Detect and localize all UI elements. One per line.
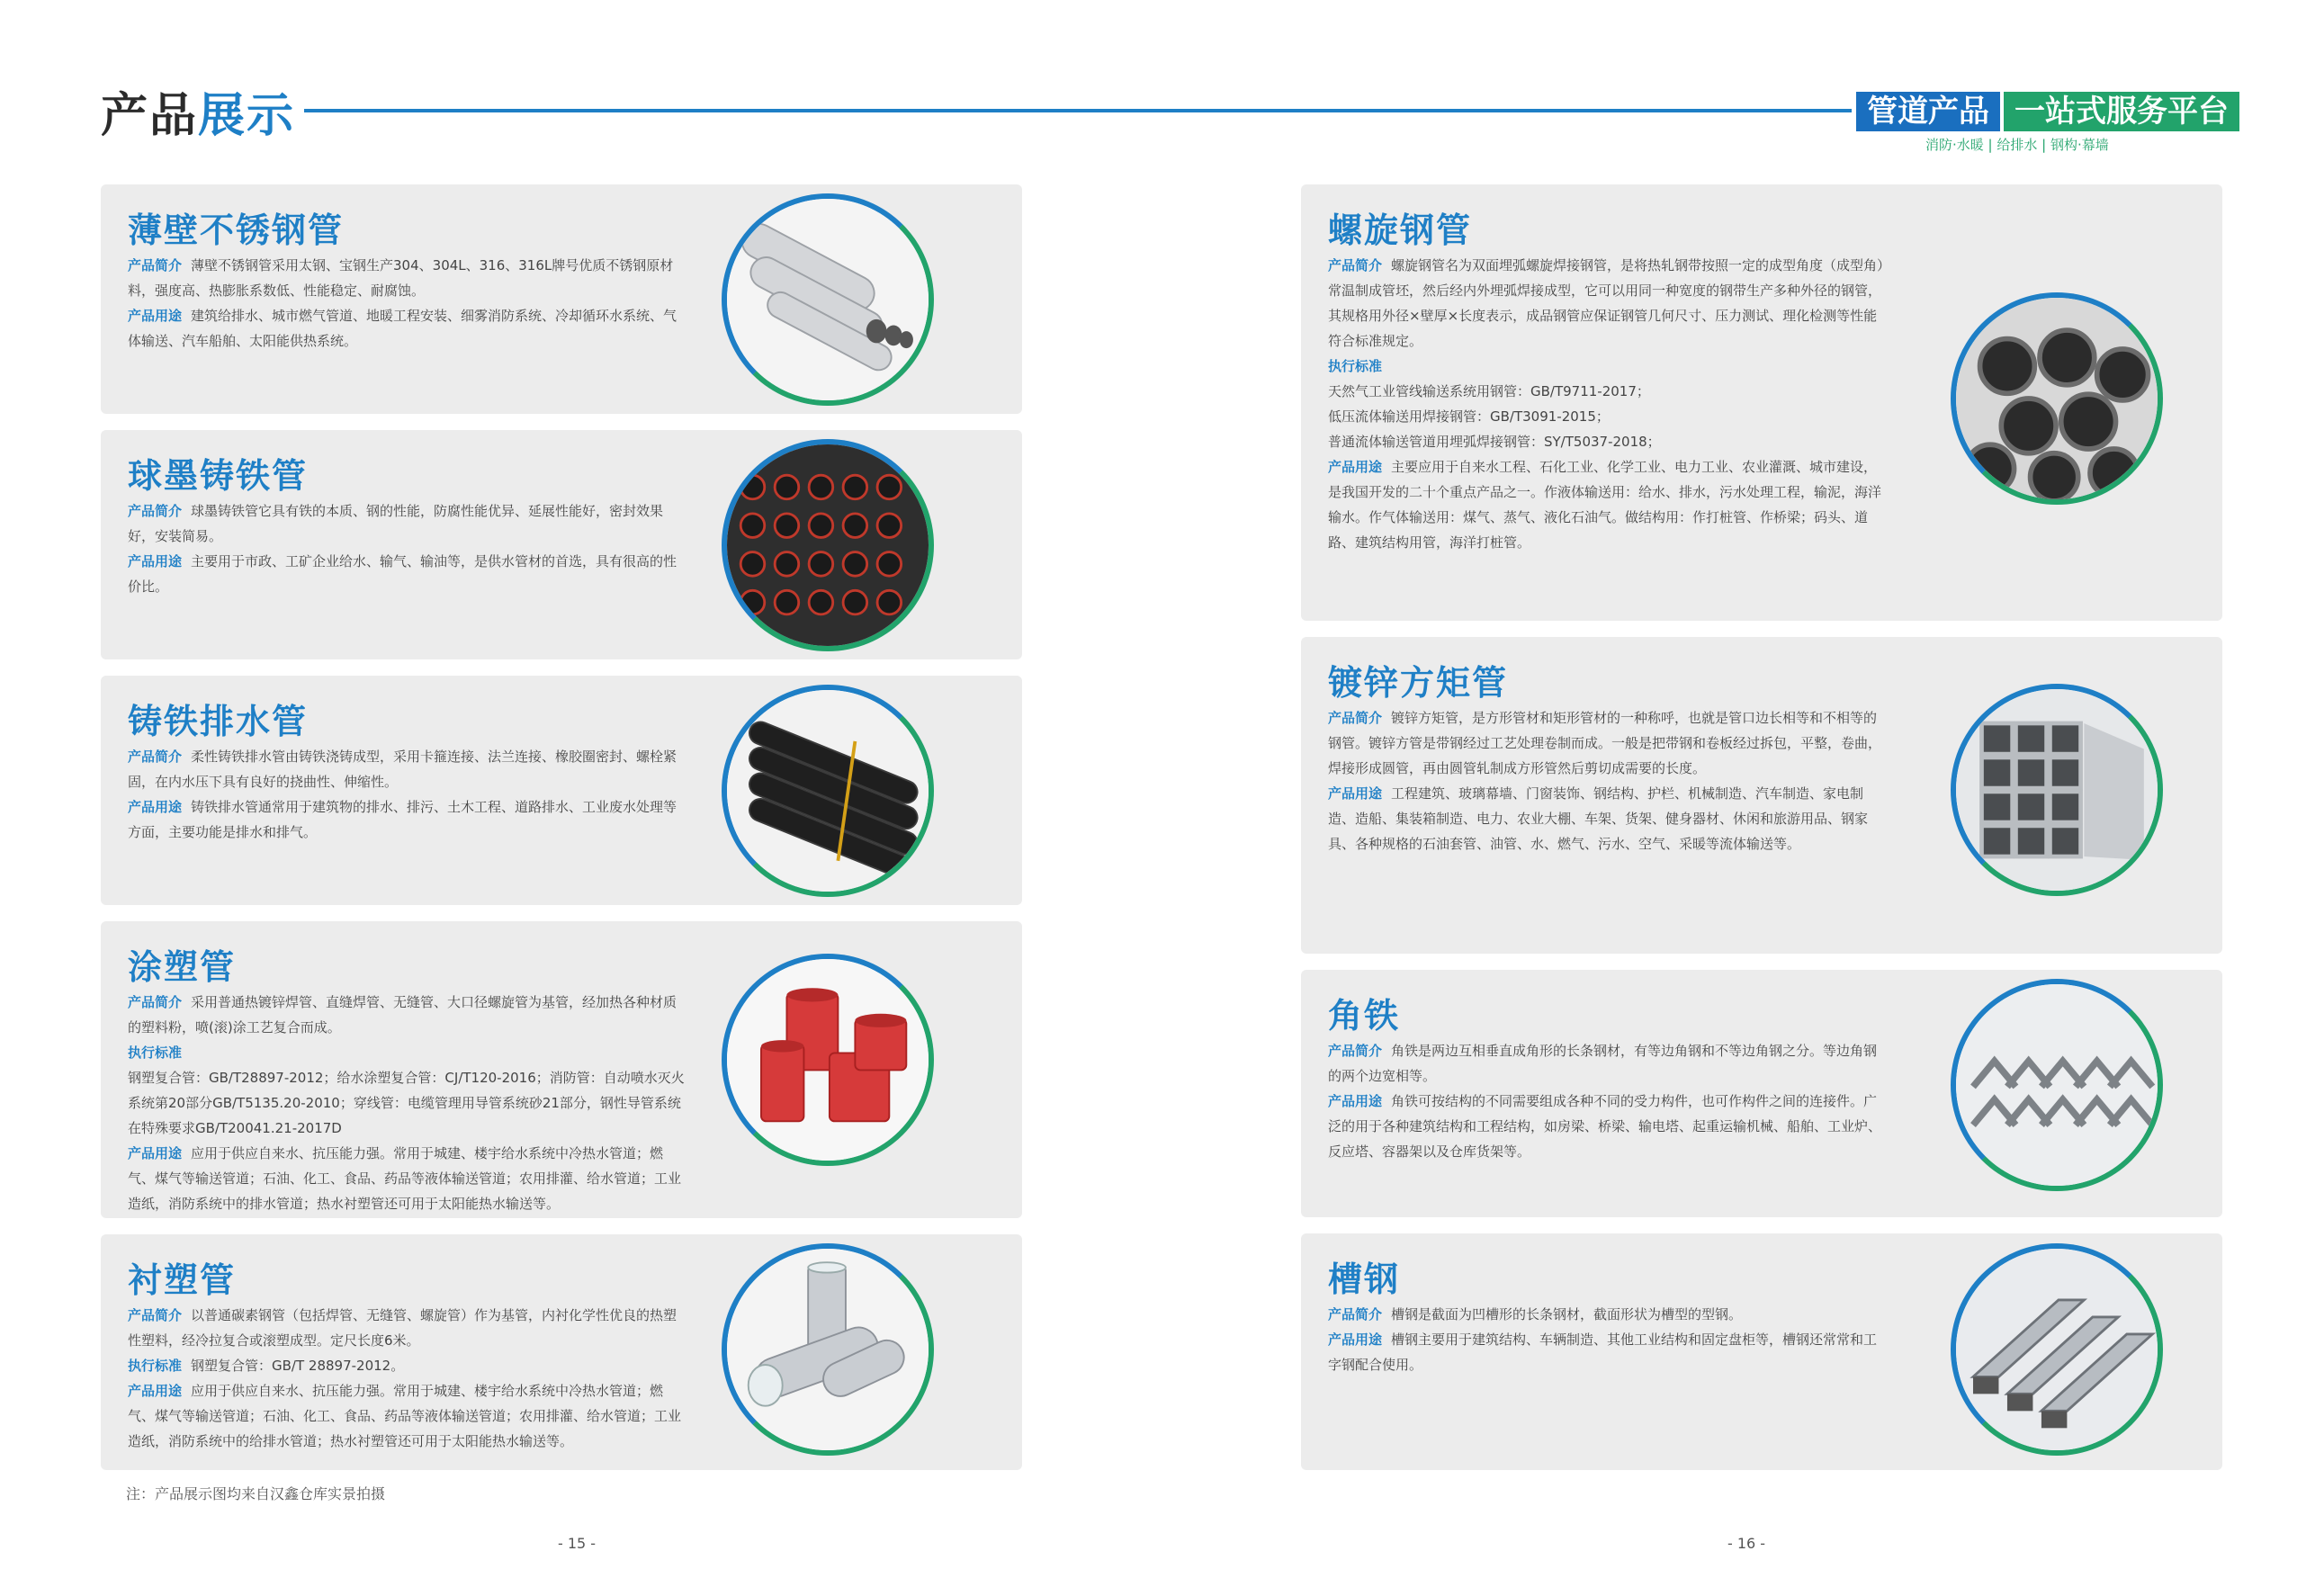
usage-label: 产品用途 xyxy=(1328,785,1383,802)
intro-label: 产品简介 xyxy=(128,749,183,765)
standard-label: 执行标准 xyxy=(128,1045,183,1061)
product-standard: 钢塑复合管：GB/T28897-2012；给水涂塑复合管：CJ/T120-2016；消防管：自动喷水灭火系统第20部分GB/T5135.20-2010；穿线管：电缆管理用导管系统砂21部分，钢性导管系统在特殊要求GB/T20041.21-2017D xyxy=(128,1070,685,1136)
product-card-cast-iron-drain xyxy=(101,676,1022,905)
product-title: 衬塑管 xyxy=(128,1260,237,1300)
product-usage: 槽钢主要用于建筑结构、车辆制造、其他工业结构和固定盘柜等，槽钢还常常和工字钢配合使用。 xyxy=(1328,1331,1878,1373)
product-usage: 应用于供应自来水、抗压能力强。常用于城建、楼宇给水系统中冷热水管道；燃气、煤气等输送管道；石油、化工、食品、药品等液体输送管道；农用排灌、给水管道；工业造纸，消防系统中的给排水管道；热水衬塑管还可用于太阳能热水输送等。 xyxy=(128,1383,682,1449)
product-intro: 螺旋钢管名为双面埋弧螺旋焊接钢管，是将热轧钢带按照一定的成型角度（成型角）常温制成管坯，然后经内外埋弧焊接成型，它可以用同一种宽度的钢带生产多种外径的钢管，其规格用外径×壁厚×长度表示，成品钢管应保证钢管几何尺寸、压力测试、理化检测等性能符合标准规定。 xyxy=(1328,257,1884,349)
product-card-stainless xyxy=(101,184,1022,414)
product-photo-stainless xyxy=(722,193,934,406)
product-title: 涂塑管 xyxy=(128,947,237,987)
standard-line: 普通流体输送管道用埋弧焊接钢管：SY/T5037-2018； xyxy=(1328,434,1661,450)
product-title: 镀锌方矩管 xyxy=(1328,663,1509,703)
usage-label: 产品用途 xyxy=(1328,1093,1383,1109)
product-card-galvanized-rect xyxy=(1301,637,2222,954)
product-intro: 槽钢是截面为凹槽形的长条钢材，截面形状为槽型的型钢。 xyxy=(1391,1306,1743,1322)
product-body xyxy=(1328,705,1886,856)
product-intro: 柔性铸铁排水管由铸铁浇铸成型，采用卡箍连接、法兰连接、橡胶圈密封、螺栓紧固，在内水压下具有良好的挠曲性、伸缩性。 xyxy=(128,749,677,790)
product-body xyxy=(1328,1038,1886,1164)
standard-line: 天然气工业管线输送系统用钢管：GB/T9711-2017； xyxy=(1328,383,1650,399)
intro-label: 产品简介 xyxy=(128,503,183,519)
title-rule xyxy=(304,109,1852,112)
page-title-part1: 产品 xyxy=(101,89,199,143)
intro-label: 产品简介 xyxy=(128,994,183,1010)
product-card-channel-steel xyxy=(1301,1233,2222,1470)
usage-label: 产品用途 xyxy=(128,308,183,324)
product-card-angle-iron xyxy=(1301,970,2222,1217)
intro-label: 产品简介 xyxy=(128,1307,183,1323)
intro-label: 产品简介 xyxy=(1328,1043,1383,1059)
product-usage: 应用于供应自来水、抗压能力强。常用于城建、楼宇给水系统中冷热水管道；燃气、煤气等输送管道；石油、化工、食品、药品等液体输送管道；农用排灌、给水管道；工业造纸，消防系统中的排水管道；热水衬塑管还可用于太阳能热水输送等。 xyxy=(128,1145,682,1212)
standard-line: 低压流体输送用焊接钢管：GB/T3091-2015； xyxy=(1328,408,1610,425)
product-title: 角铁 xyxy=(1328,996,1401,1036)
product-title: 球墨铸铁管 xyxy=(128,456,309,496)
product-standard: 钢塑复合管：GB/T 28897-2012。 xyxy=(191,1358,405,1374)
product-usage: 铸铁排水管通常用于建筑物的排水、排污、土木工程、道路排水、工业废水处理等方面，主要功能是排水和排气。 xyxy=(128,799,677,840)
intro-label: 产品简介 xyxy=(1328,710,1383,726)
product-body xyxy=(1328,253,1886,555)
brand-part1: 管道产品 xyxy=(1856,92,2000,131)
product-photo-angle-iron xyxy=(1951,979,2163,1191)
product-usage: 主要应用于自来水工程、石化工业、化学工业、电力工业、农业灌溉、城市建设，是我国开发的二十个重点产品之一。作液体输送用：给水、排水，污水处理工程，输泥，海洋输水。作气体输送用：煤气、蒸气、液化石油气。做结构用：作打桩管、作桥梁；码头、道路、建筑结构用管，海洋打桩管。 xyxy=(1328,459,1882,551)
product-body xyxy=(1328,1302,1886,1377)
product-intro: 以普通碳素钢管（包括焊管、无缝管、螺旋管）作为基管，内衬化学性优良的热塑性塑料，经冷拉复合或滚塑成型。定尺长度6米。 xyxy=(128,1307,677,1349)
product-usage: 建筑给排水、城市燃气管道、地暖工程安装、细雾消防系统、冷却循环水系统、气体输送、汽车船舶、太阳能供热系统。 xyxy=(128,308,677,349)
product-photo-channel-steel xyxy=(1951,1243,2163,1456)
product-card-lined-pipe xyxy=(101,1234,1022,1470)
page-title-part2: 展示 xyxy=(198,89,296,143)
usage-label: 产品用途 xyxy=(128,553,183,569)
product-intro: 采用普通热镀锌焊管、直缝焊管、无缝管、大口径螺旋管为基管，经加热各种材质的塑料粉，喷(滚)涂工艺复合而成。 xyxy=(128,994,677,1036)
product-title: 螺旋钢管 xyxy=(1328,211,1473,250)
page-number-left: - 15 - xyxy=(558,1535,597,1552)
intro-label: 产品简介 xyxy=(128,257,183,273)
product-photo-spiral-pipe xyxy=(1951,292,2163,505)
product-title: 薄壁不锈钢管 xyxy=(128,211,345,250)
brand-subtitle: 消防·水暖 | 给排水 | 钢构·幕墙 xyxy=(1925,137,2109,153)
usage-label: 产品用途 xyxy=(128,799,183,815)
photo-source-note: 注：产品展示图均来自汉鑫仓库实景拍摄 xyxy=(126,1485,386,1502)
product-photo-ductile-iron xyxy=(722,439,934,651)
product-card-ductile-iron xyxy=(101,430,1022,659)
product-body xyxy=(128,498,686,599)
page-number-right: - 16 - xyxy=(1727,1535,1766,1552)
product-body xyxy=(128,990,686,1216)
product-card-spiral-pipe xyxy=(1301,184,2222,621)
product-title: 铸铁排水管 xyxy=(128,702,309,741)
usage-label: 产品用途 xyxy=(1328,1331,1383,1348)
intro-label: 产品简介 xyxy=(1328,257,1383,273)
intro-label: 产品简介 xyxy=(1328,1306,1383,1322)
usage-label: 产品用途 xyxy=(1328,459,1383,475)
product-card-coated-pipe xyxy=(101,921,1022,1218)
brand-banner xyxy=(1856,92,2239,131)
brand-part2: 一站式服务平台 xyxy=(2004,92,2239,131)
product-usage: 工程建筑、玻璃幕墙、门窗装饰、钢结构、护栏、机械制造、汽车制造、家电制造、造船、集装箱制造、电力、农业大棚、车架、货架、健身器材、休闲和旅游用品、钢家具、各种规格的石油套管、油管、水、燃气、污水、空气、采暖等流体输送等。 xyxy=(1328,785,1869,852)
product-usage: 角铁可按结构的不同需要组成各种不同的受力构件，也可作构件之间的连接件。广泛的用于各种建筑结构和工程结构，如房梁、桥梁、输电塔、起重运输机械、船舶、工业炉、反应塔、容器架以及仓库货架等。 xyxy=(1328,1093,1882,1160)
product-photo-galvanized-rect xyxy=(1951,684,2163,896)
usage-label: 产品用途 xyxy=(128,1383,183,1399)
product-intro: 角铁是两边互相垂直成角形的长条钢材，有等边角钢和不等边角钢之分。等边角钢的两个边宽相等。 xyxy=(1328,1043,1878,1084)
product-intro: 球墨铸铁管它具有铁的本质、钢的性能，防腐性能优异、延展性能好，密封效果好，安装简易。 xyxy=(128,503,664,544)
product-photo-coated-pipe xyxy=(722,954,934,1166)
product-title: 槽钢 xyxy=(1328,1260,1401,1299)
product-intro: 镀锌方矩管，是方形管材和矩形管材的一种称呼，也就是管口边长相等和不相等的钢管。镀锌方管是带钢经过工艺处理卷制而成。一般是把带钢和卷板经过拆包，平整，卷曲，焊接形成圆管，再由圆管轧制成方形管然后剪切成需要的长度。 xyxy=(1328,710,1882,776)
product-photo-cast-iron-drain xyxy=(722,685,934,897)
standard-label: 执行标准 xyxy=(1328,358,1383,374)
usage-label: 产品用途 xyxy=(128,1145,183,1161)
product-body xyxy=(128,744,686,845)
product-intro: 薄壁不锈钢管采用太钢、宝钢生产304、304L、316、316L牌号优质不锈钢原材料，强度高、热膨胀系数低、性能稳定、耐腐蚀。 xyxy=(128,257,674,299)
standard-label: 执行标准 xyxy=(128,1358,183,1374)
product-usage: 主要用于市政、工矿企业给水、输气、输油等，是供水管材的首选，具有很高的性价比。 xyxy=(128,553,677,595)
product-photo-lined-pipe xyxy=(722,1243,934,1456)
page-title xyxy=(101,77,295,145)
product-body xyxy=(128,253,686,354)
product-body xyxy=(128,1303,686,1454)
